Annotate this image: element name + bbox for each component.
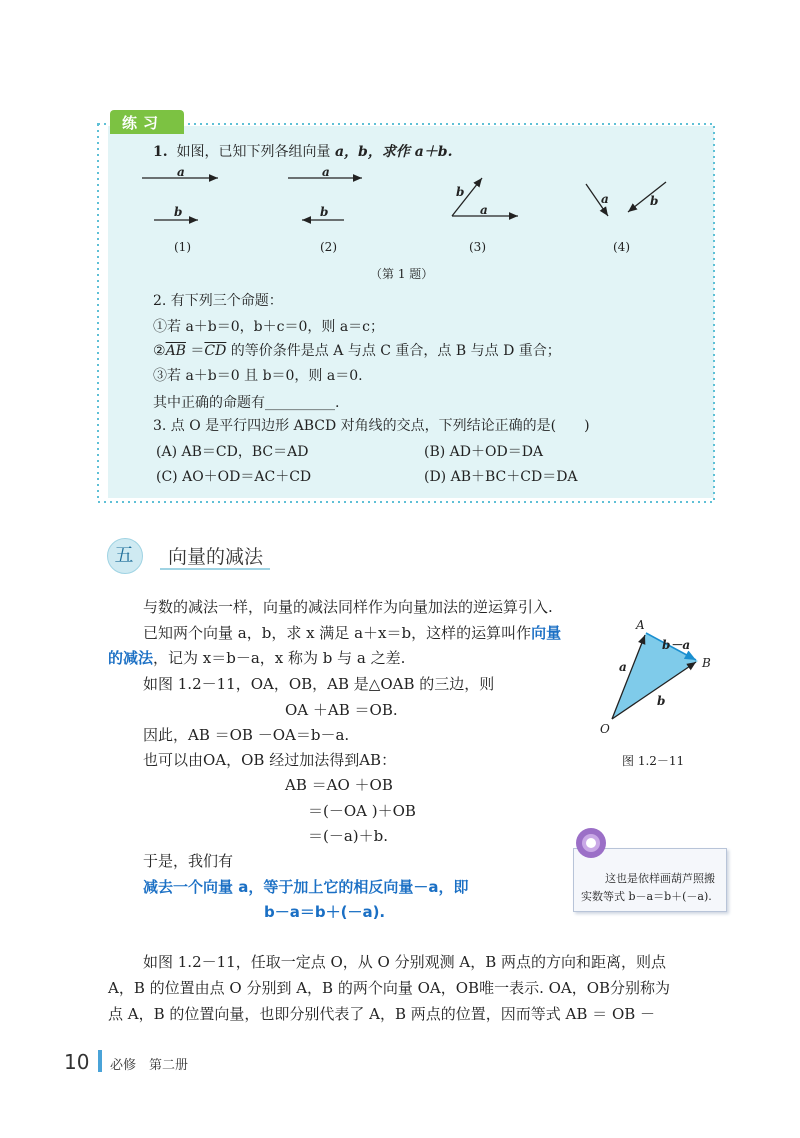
- body-paragraph-6: 于是，我们有: [143, 852, 234, 870]
- q1-number: 1.: [153, 144, 168, 160]
- equation-3: ＝(－OA )＋OB: [308, 802, 416, 820]
- q2-intro: 2. 有下列三个命题：: [153, 293, 283, 309]
- fig2-label-a: a: [322, 165, 330, 179]
- footer-accent-bar: [98, 1050, 102, 1072]
- exercise-tab: [110, 110, 184, 134]
- term-vector-subtraction-1: 向量: [531, 624, 562, 642]
- note-flower-icon: [576, 828, 606, 858]
- fig1-label-a: a: [177, 165, 185, 179]
- equation-1: OA ＋AB ＝OB.: [285, 701, 398, 719]
- body-paragraph-2b: 的减法，记为 x＝b－a，x 称为 b 与 a 之差.: [108, 649, 406, 667]
- q2-blank: 其中正确的命题有__________.: [153, 395, 340, 411]
- body-paragraph-2a: 已知两个向量 a，b，求 x 满足 a＋x＝b，这样的运算叫作向量: [143, 624, 562, 642]
- q2-proposition-3: ③若 a＋b＝0 且 b＝0，则 a＝0.: [153, 368, 363, 384]
- label-b: b: [657, 694, 666, 708]
- q3-stem: 3. 点 O 是平行四边形 ABCD 对角线的交点，下列结论正确的是( ): [153, 418, 590, 434]
- q2-proposition-1: ①若 a＋b＝0，b＋c＝0，则 a＝c；: [153, 319, 385, 335]
- equation-2: AB ＝AO ＋OB: [285, 776, 393, 794]
- q1-line: [153, 143, 452, 161]
- point-a-label: A: [636, 618, 645, 632]
- fig3-label-a: a: [480, 203, 488, 217]
- triangle-figure: [590, 615, 730, 745]
- body-paragraph-4: 因此，AB ＝OB －OA＝b－a.: [143, 726, 350, 744]
- section-title: 向量的减法: [168, 546, 264, 568]
- q3-option-c: (C) AO＋OD＝AC＋CD: [156, 469, 312, 485]
- q3-option-a: (A) AB＝CD，BC＝AD: [156, 444, 309, 460]
- body-paragraph-8: A，B 的位置由点 O 分别到 A，B 的两个向量 OA，OB唯一表示. OA，OB分别称为: [108, 979, 671, 997]
- q1-vars: a，b，求作 a＋b.: [334, 144, 453, 160]
- q3-option-b: (B) AD＋OD＝DA: [424, 444, 544, 460]
- fig-label-4: (4): [613, 240, 630, 254]
- note-line-2: 实数等式 b－a＝b＋(－a).: [581, 890, 712, 903]
- rule-line-2: b－a＝b＋(－a).: [264, 903, 386, 921]
- q3-option-d: (D) AB＋BC＋CD＝DA: [424, 469, 578, 485]
- body-paragraph-1: 与数的减法一样，向量的减法同样作为向量加法的逆运算引入.: [143, 598, 553, 616]
- fig3-label-b: b: [456, 185, 465, 199]
- rule-line-1: 减去一个向量 a，等于加上它的相反向量－a，即: [143, 878, 469, 896]
- exercise-tab-label: 练习: [122, 114, 165, 132]
- fig4-label-b: b: [650, 194, 659, 208]
- label-a: a: [619, 660, 627, 674]
- body-paragraph-5: 也可以由OA，OB 经过加法得到AB：: [143, 751, 397, 769]
- body-paragraph-7: 如图 1.2－11，任取一定点 O，从 O 分别观测 A，B 两点的方向和距离，则点: [143, 953, 667, 971]
- body-paragraph-9: 点 A，B 的位置向量，也即分别代表了 A，B 两点的位置，因而等式 AB ＝ OB －: [108, 1005, 656, 1023]
- fig4-vector-b: [628, 182, 666, 212]
- q1-text: 如图，已知下列各组向量: [176, 144, 331, 160]
- fig1-label-b: b: [174, 205, 183, 219]
- q2-proposition-2: $②\overline{AB} =\overline{CD}$ 的等价条件是点 A 与点 C 重合，点 B 与点 D 重合；: [153, 343, 561, 359]
- fig2-label-b: b: [320, 205, 329, 219]
- fig-label-1: (1): [174, 240, 191, 254]
- section-number: 五: [114, 544, 134, 566]
- equation-4: ＝(－a)＋b.: [308, 827, 389, 845]
- body-paragraph-3: 如图 1.2－11，OA，OB，AB 是△OAB 的三边，则: [143, 675, 495, 693]
- point-o-label: O: [600, 722, 610, 736]
- point-b-label: B: [702, 656, 711, 670]
- note-line-1: 这也是依样画葫芦照搬: [605, 872, 715, 885]
- fig-label-3: (3): [469, 240, 486, 254]
- fig4-label-a: a: [601, 192, 609, 206]
- fig-label-2: (2): [320, 240, 337, 254]
- q1-figure-caption: （第 1 题）: [370, 267, 434, 281]
- figure-caption: 图 1.2－11: [622, 754, 685, 768]
- book-title: 必修 第二册: [110, 1058, 189, 1073]
- label-b-minus-a: b－a: [662, 638, 691, 652]
- term-vector-subtraction-2: 的减法: [108, 649, 154, 667]
- page-number: 10: [64, 1050, 90, 1074]
- section-underline: [160, 568, 270, 570]
